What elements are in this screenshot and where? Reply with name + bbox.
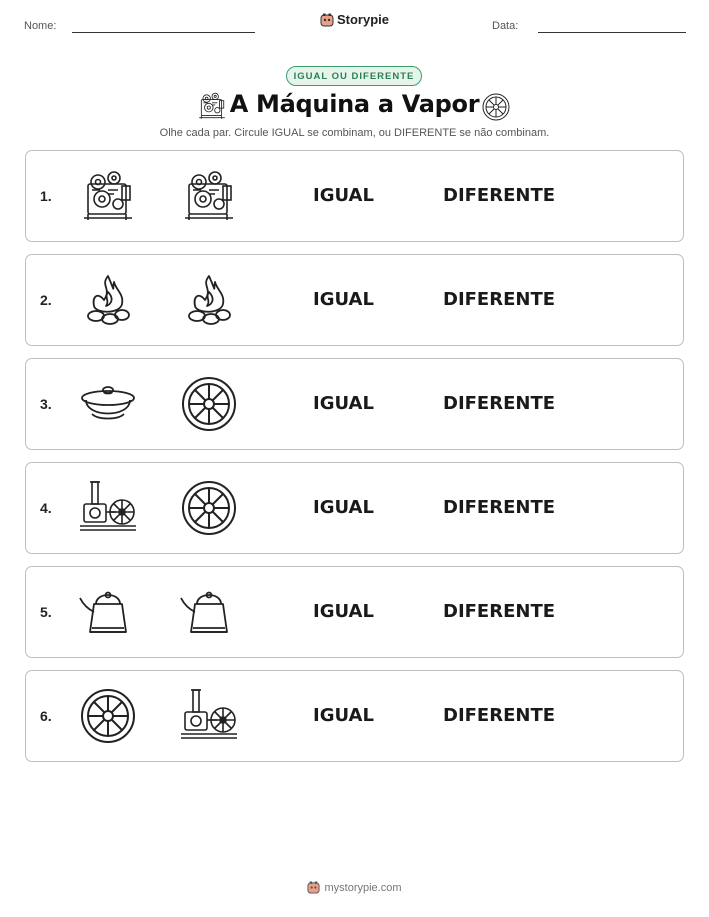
question-row-4 [25,462,684,554]
brand-name: Storypie [336,12,389,27]
question-number: 6. [40,708,52,724]
same-option[interactable]: IGUAL [313,185,374,206]
same-option[interactable]: IGUAL [313,289,374,310]
different-option[interactable]: DIFERENTE [443,185,556,206]
same-option[interactable]: IGUAL [313,393,374,414]
wagon-wheel-icon [481,92,511,127]
kettle-icon [78,582,138,642]
question-row-6 [25,670,684,762]
question-row-5 [25,566,684,658]
question-number: 3. [40,396,52,412]
steam-engine-icon [179,686,239,746]
wagon-wheel-icon [179,478,239,538]
wagon-wheel-icon [78,686,138,746]
question-number: 4. [40,500,52,516]
page-title: A Máquina a Vapor [229,90,480,118]
name-field[interactable] [72,32,255,33]
same-option[interactable]: IGUAL [313,497,374,518]
different-option[interactable]: DIFERENTE [443,705,556,726]
question-number: 2. [40,292,52,308]
same-option[interactable]: IGUAL [313,705,374,726]
steam-machine-icon [196,90,228,127]
footer-site-link[interactable]: mystorypie.com [324,882,402,894]
storypie-logo-icon [307,881,320,897]
date-label: Data: [492,20,519,32]
instructions: Olhe cada par. Circule IGUAL se combinam, ou DIFERENTE se não combinam. [159,127,550,139]
footer [0,881,709,897]
name-label: Nome: [24,20,57,32]
different-option[interactable]: DIFERENTE [443,289,556,310]
date-field[interactable] [538,32,686,33]
question-row-1 [25,150,684,242]
steam-machine-icon [179,166,239,226]
campfire-icon [78,270,138,330]
campfire-icon [179,270,239,330]
worksheet-type-badge: IGUAL OU DIFERENTE [286,66,422,86]
wagon-wheel-icon [179,374,239,434]
storypie-logo-icon [320,13,334,30]
steam-engine-icon [78,478,138,538]
question-number: 1. [40,188,52,204]
different-option[interactable]: DIFERENTE [443,393,556,414]
question-row-2 [25,254,684,346]
question-number: 5. [40,604,52,620]
different-option[interactable]: DIFERENTE [443,497,556,518]
steam-machine-icon [78,166,138,226]
brand [0,12,709,30]
different-option[interactable]: DIFERENTE [443,601,556,622]
same-option[interactable]: IGUAL [313,601,374,622]
question-row-3 [25,358,684,450]
kettle-icon [179,582,239,642]
cooking-pot-icon [78,374,138,434]
